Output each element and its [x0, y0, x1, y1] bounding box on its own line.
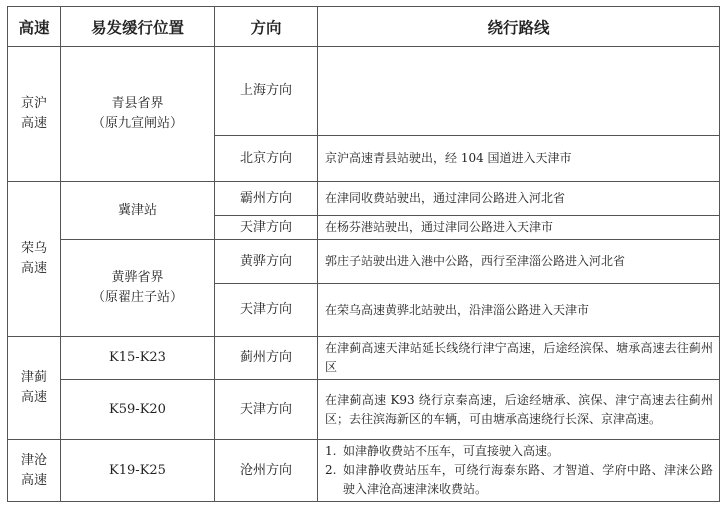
route-cell: 在津蓟高速 K93 绕行京秦高速，后途经塘承、滨保、津宁高速去往蓟州区；去往滨海新区的车辆，可由塘承高速绕行长深、京津高速。: [318, 380, 720, 440]
table-row: [8, 47, 720, 136]
table-row: [8, 240, 720, 284]
direction-cell: 黄骅方向: [215, 240, 318, 284]
highway-jincang: 津沧 高速: [8, 440, 61, 502]
direction-cell: 天津方向: [215, 380, 318, 440]
table-row: [8, 182, 720, 216]
direction-cell: 上海方向: [215, 47, 318, 136]
location-jijin: 冀津站: [61, 182, 215, 240]
location-cell: K19-K25: [61, 440, 215, 502]
route-item: [325, 442, 713, 461]
location-huanghua: 黄骅省界 （原翟庄子站）: [61, 240, 215, 337]
route-cell: 在津同收费站驶出，通过津同公路进入河北省: [318, 182, 720, 216]
item-number: 1.: [325, 444, 337, 458]
location-cell: K15-K23: [61, 337, 215, 380]
item-text: 如津静收费站压车，可绕行海泰东路、才智道、学府中路、津涞公路驶入津沧高速津涞收费站。: [343, 463, 713, 496]
route-cell: 在荣乌高速黄骅北站驶出，沿津淄公路进入天津市: [318, 284, 720, 337]
header-row: [8, 7, 720, 47]
route-cell: 京沪高速青县站驶出，经 104 国道进入天津市: [318, 136, 720, 182]
route-cell: 在杨芬港站驶出，通过津同公路进入天津市: [318, 216, 720, 240]
table-row: [8, 440, 720, 502]
header-direction: 方向: [215, 7, 318, 47]
location-qingxian: 青县省界 （原九宣闸站）: [61, 47, 215, 182]
route-cell: 在津蓟高速天津站延长线绕行津宁高速，后途经滨保、塘承高速去往蓟州区: [318, 337, 720, 380]
header-highway: 高速: [8, 7, 61, 47]
route-cell: [318, 47, 720, 136]
direction-cell: 蓟州方向: [215, 337, 318, 380]
direction-cell: 沧州方向: [215, 440, 318, 502]
direction-cell: 天津方向: [215, 284, 318, 337]
table-row: [8, 380, 720, 440]
highway-jinji: 津蓟 高速: [8, 337, 61, 440]
direction-cell: 天津方向: [215, 216, 318, 240]
highway-rongwu: 荣乌 高速: [8, 182, 61, 337]
header-route: 绕行路线: [318, 7, 720, 47]
route-cell: 郭庄子站驶出进入港中公路，西行至津淄公路进入河北省: [318, 240, 720, 284]
direction-cell: 霸州方向: [215, 182, 318, 216]
detour-table: [7, 6, 720, 502]
highway-jinghu: 京沪 高速: [8, 47, 61, 182]
table-row: [8, 337, 720, 380]
item-text: 如津静收费站不压车，可直接驶入高速。: [343, 444, 560, 458]
route-cell: [318, 440, 720, 502]
direction-cell: 北京方向: [215, 136, 318, 182]
location-cell: K59-K20: [61, 380, 215, 440]
header-location: 易发缓行位置: [61, 7, 215, 47]
route-item: [325, 461, 713, 499]
item-number: 2.: [325, 463, 337, 477]
